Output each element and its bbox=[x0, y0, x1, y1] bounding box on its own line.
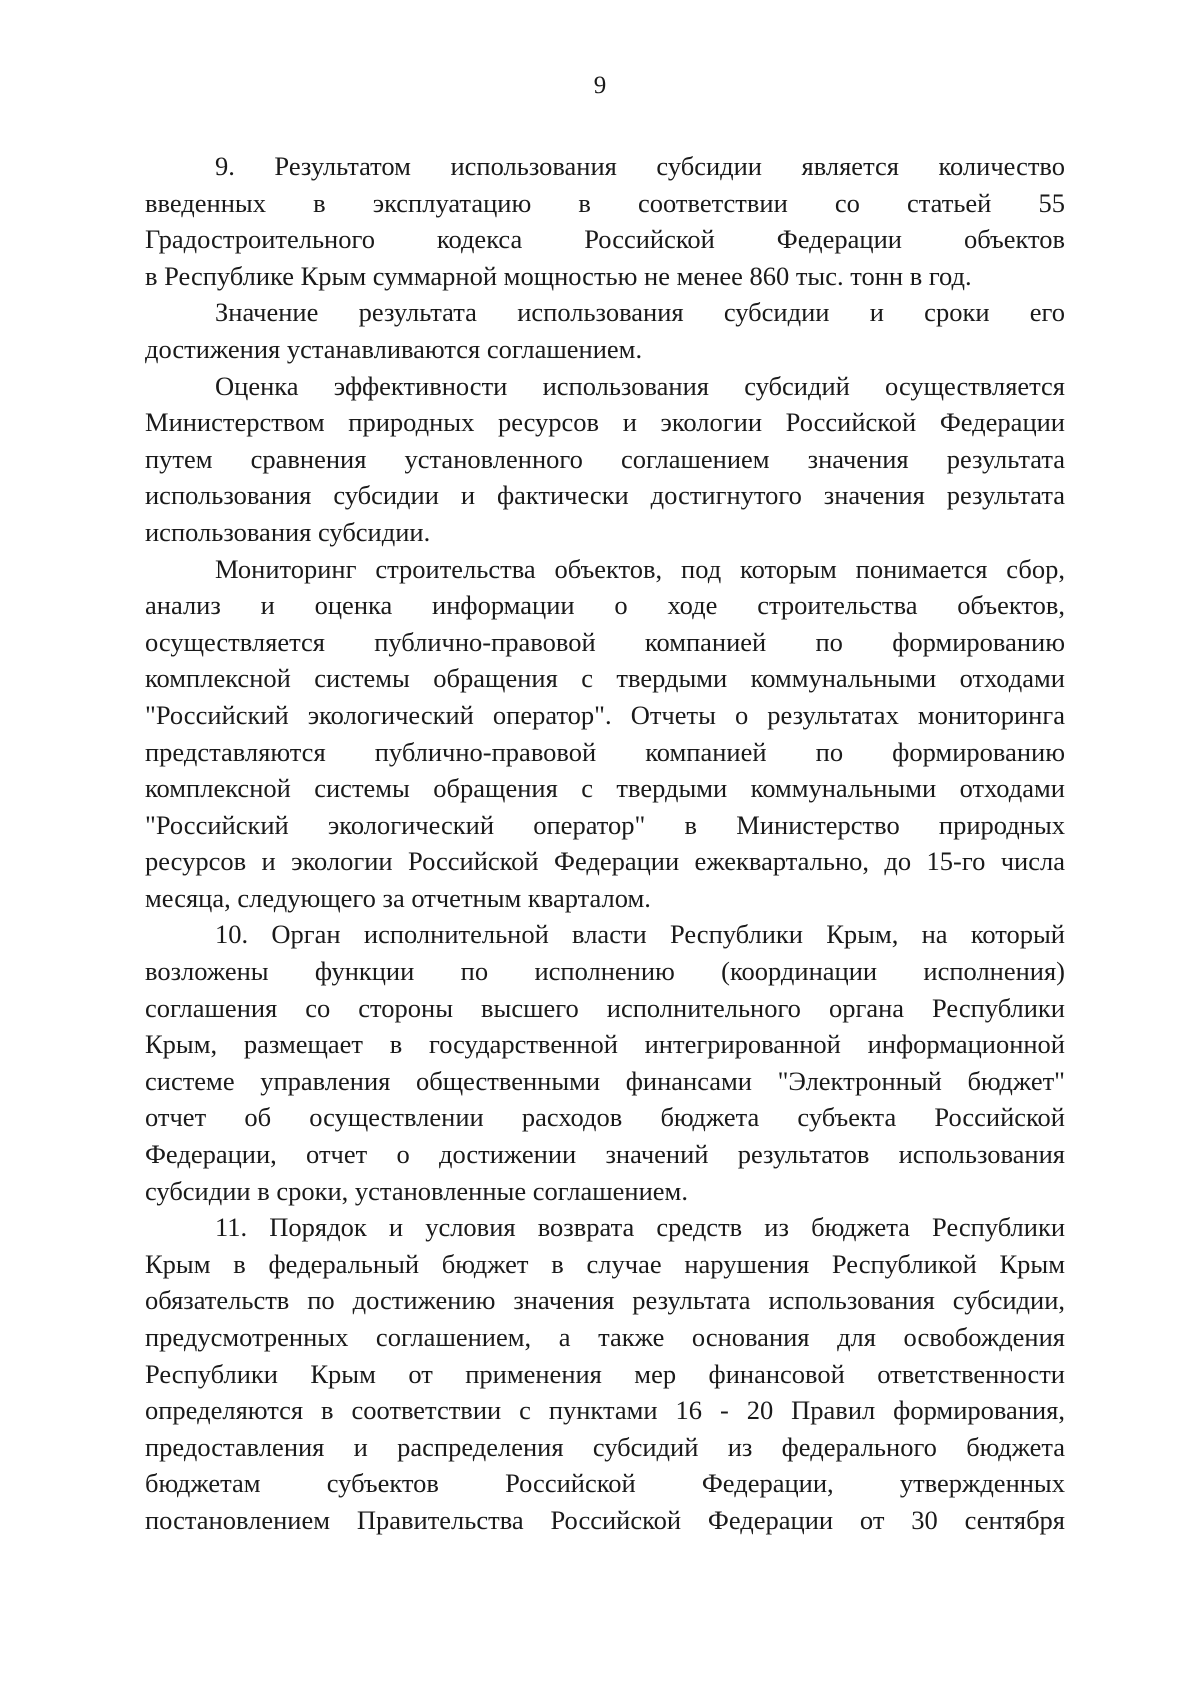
document-body bbox=[145, 148, 1065, 1539]
text-line: комплексной системы обращения с твердыми коммунальными отходами bbox=[145, 773, 1065, 804]
text-line: 10. Орган исполнительной власти Республики Крым, на который bbox=[215, 919, 1065, 950]
text-line: анализ и оценка информации о ходе строительства объектов, bbox=[145, 590, 1065, 621]
text-line: "Российский экологический оператор" в Министерство природных bbox=[145, 809, 1065, 840]
text-line: предоставления и распределения субсидий из федерального бюджета bbox=[145, 1431, 1065, 1462]
text-line: достижения устанавливаются соглашением. bbox=[145, 333, 643, 364]
text-line: комплексной системы обращения с твердыми коммунальными отходами bbox=[145, 663, 1065, 694]
text-line: 9. Результатом использования субсидии является количество bbox=[215, 151, 1065, 181]
text-line: "Российский экологический оператор". Отчеты о результатах мониторинга bbox=[145, 699, 1065, 730]
text-line: представляются публично-правовой компанией по формированию bbox=[145, 736, 1065, 767]
text-line: постановлением Правительства Российской Федерации от 30 сентября bbox=[145, 1504, 1065, 1535]
text-line: Республики Крым от применения мер финансовой ответственности bbox=[145, 1358, 1065, 1389]
text-line: субсидии в сроки, установленные соглашением. bbox=[145, 1175, 688, 1206]
text-line: ресурсов и экологии Российской Федерации ежеквартально, до 15-го числа bbox=[145, 846, 1065, 877]
text-line: Оценка эффективности использования субсидий осуществляется bbox=[215, 370, 1065, 401]
text-line: путем сравнения установленного соглашением значения результата bbox=[145, 443, 1065, 474]
text-line: Мониторинг строительства объектов, под которым понимается сбор, bbox=[215, 553, 1065, 584]
text-line: использования субсидии. bbox=[145, 516, 431, 547]
text-line: введенных в эксплуатацию в соответствии со статьей 55 bbox=[145, 187, 1065, 218]
text-line: Градостроительного кодекса Российской Федерации объектов bbox=[145, 224, 1065, 255]
paragraph bbox=[145, 148, 1065, 294]
text-line: определяются в соответствии с пунктами 16 - 20 Правил формирования, bbox=[145, 1395, 1065, 1426]
text-line: использования субсидии и фактически достигнутого значения результата bbox=[145, 480, 1065, 511]
page-number: 9 bbox=[593, 72, 607, 99]
text-line: Крым в федеральный бюджет в случае нарушения Республикой Крым bbox=[145, 1248, 1065, 1279]
paragraph bbox=[145, 551, 1065, 917]
text-line: обязательств по достижению значения результата использования субсидии, bbox=[145, 1285, 1065, 1316]
text-line: в Республике Крым суммарной мощностью не менее 860 тыс. тонн в год. bbox=[145, 260, 972, 291]
text-line: 11. Порядок и условия возврата средств из бюджета Республики bbox=[215, 1212, 1065, 1243]
paragraph bbox=[145, 1209, 1065, 1538]
text-line: Крым, размещает в государственной интегрированной информационной bbox=[145, 1029, 1065, 1060]
text-line: системе управления общественными финансами "Электронный бюджет" bbox=[145, 1065, 1065, 1096]
paragraph bbox=[145, 294, 1065, 367]
text-line: месяца, следующего за отчетным кварталом. bbox=[145, 882, 651, 913]
paragraph bbox=[145, 916, 1065, 1209]
text-line: отчет об осуществлении расходов бюджета субъекта Российской bbox=[145, 1102, 1065, 1133]
text-line: предусмотренных соглашением, а также основания для освобождения bbox=[145, 1322, 1065, 1352]
text-line: Значение результата использования субсидии и сроки его bbox=[215, 297, 1065, 328]
paragraph bbox=[145, 368, 1065, 551]
text-line: возложены функции по исполнению (координации исполнения) bbox=[145, 956, 1065, 987]
text-line: осуществляется публично-правовой компанией по формированию bbox=[145, 626, 1065, 657]
text-line: Федерации, отчет о достижении значений результатов использования bbox=[145, 1139, 1065, 1170]
text-line: соглашения со стороны высшего исполнительного органа Республики bbox=[145, 992, 1065, 1023]
text-line: бюджетам субъектов Российской Федерации, утвержденных bbox=[145, 1468, 1065, 1499]
text-line: Министерством природных ресурсов и экологии Российской Федерации bbox=[145, 407, 1065, 438]
